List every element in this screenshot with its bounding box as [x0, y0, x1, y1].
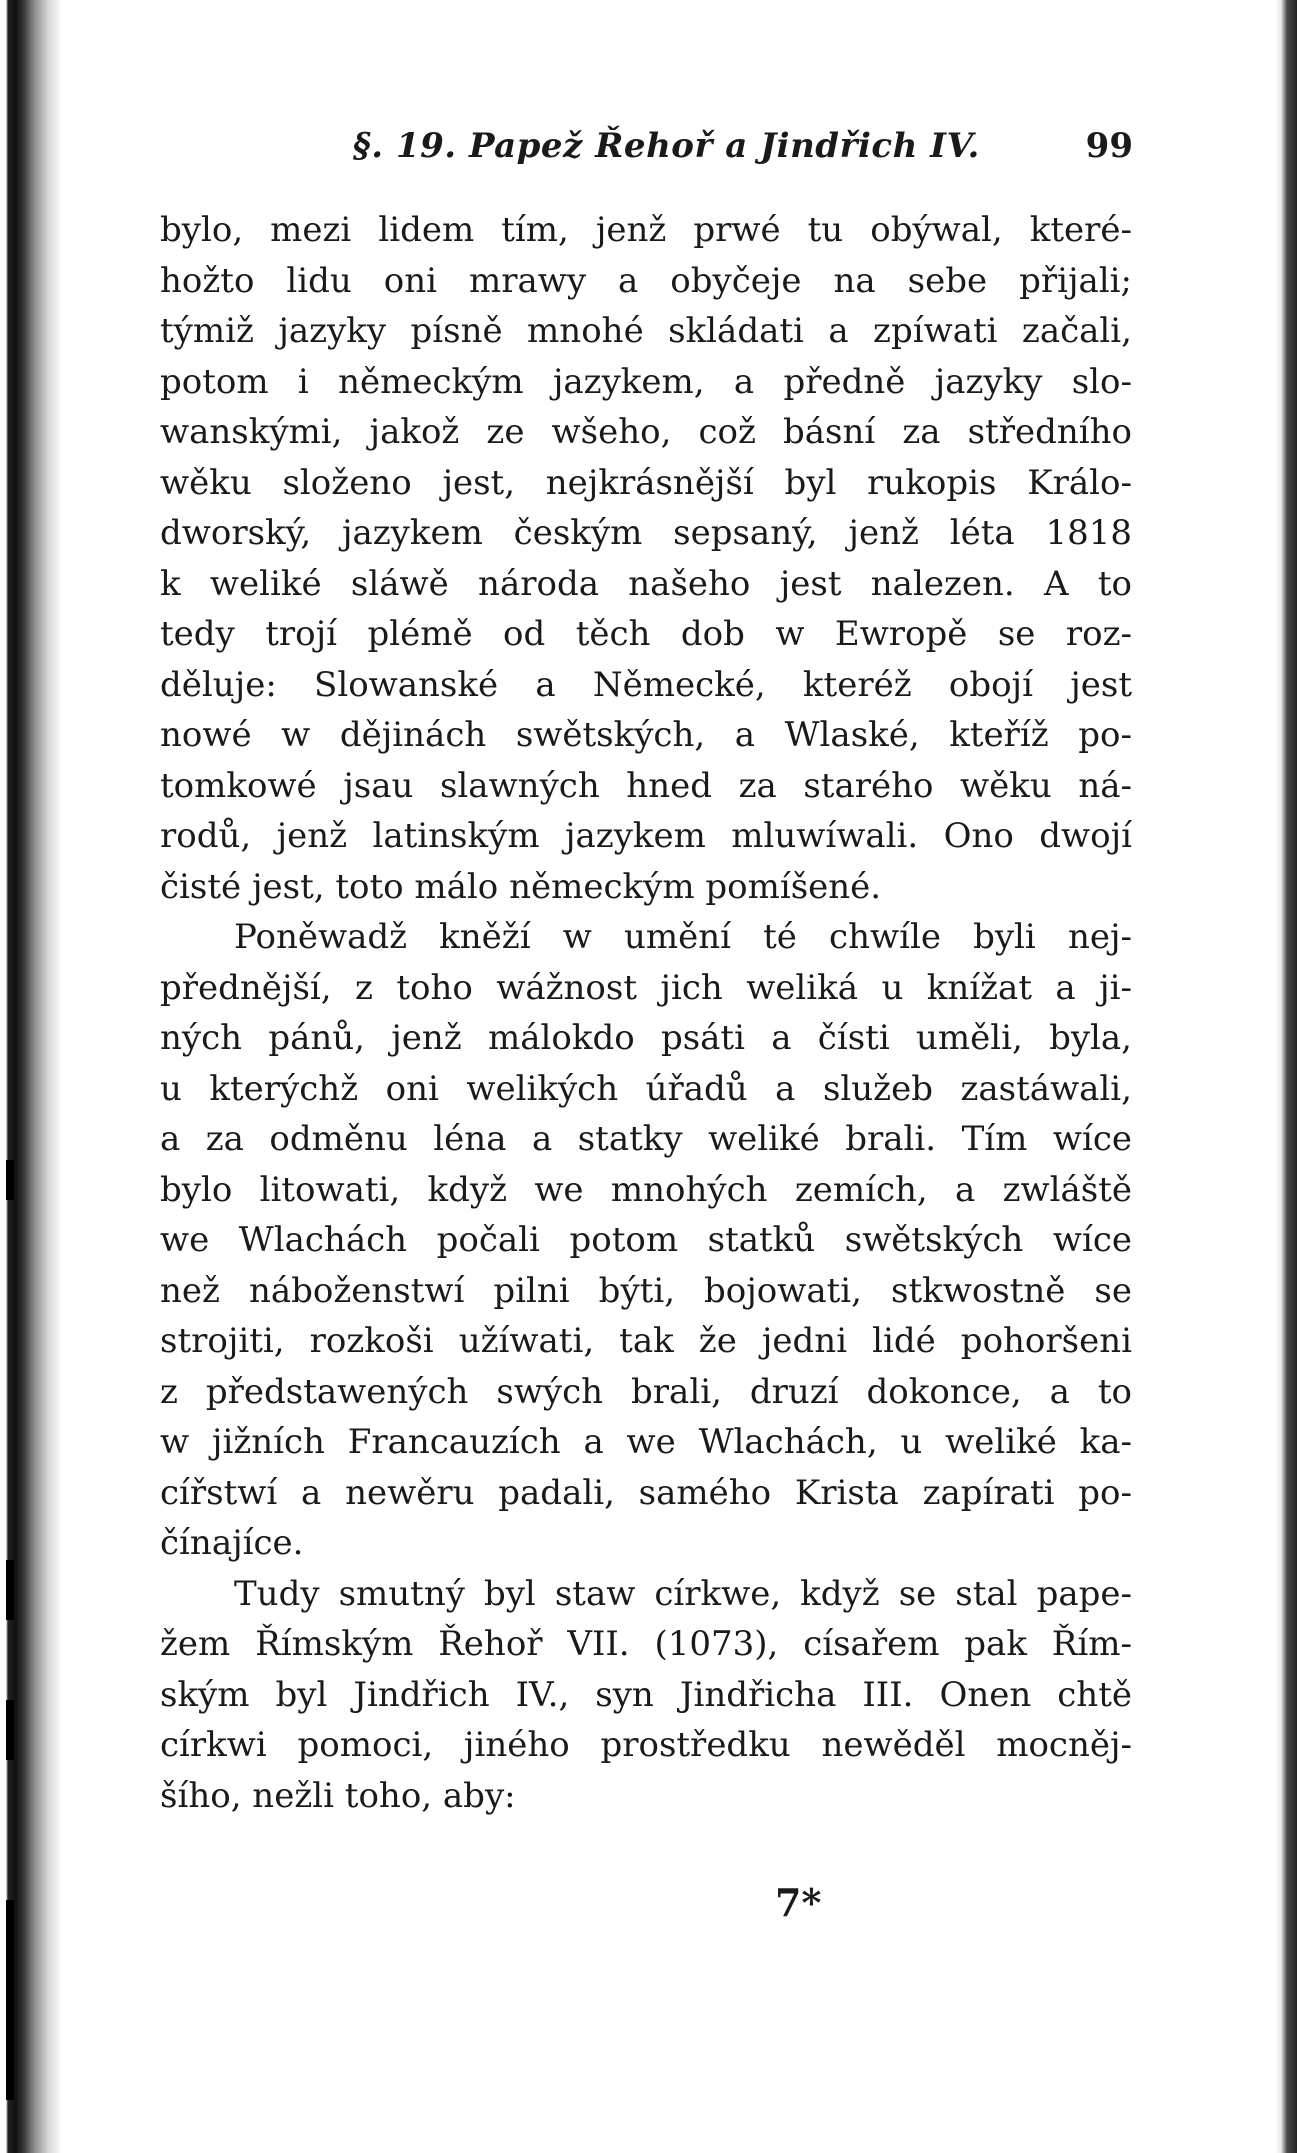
binding-mark: [6, 1160, 14, 1200]
text-line: nowé w dějinách swětských, a Wlaské, kteříž po-: [160, 715, 1132, 755]
text-line: bylo litowati, když we mnohých zemích, a zwláště: [160, 1169, 1132, 1210]
text-line: děluje: Slowanské a Německé, kteréž obojí jest: [160, 664, 1132, 705]
text-line: tomkowé jsau slawných hned za starého wěku ná-: [160, 765, 1132, 806]
text-line: přednější, z toho wážnost jich weliká u knížat a ji-: [160, 967, 1132, 1008]
signature-mark: 7*: [775, 1880, 822, 1925]
text-line: k weliké sláwě národa našeho jest nalezen. A to: [160, 563, 1132, 604]
text-line: žem Římským Řehoř VII. (1073), císařem pak Řím-: [160, 1624, 1132, 1664]
text-line: wanskými, jakož ze wšeho, což básní za středního: [160, 412, 1132, 452]
text-line: u kterýchž oni welikých úřadů a služeb zastáwali,: [160, 1068, 1132, 1109]
paragraph-start-line: Tudy smutný byl staw církwe, když se stal pape-: [234, 1573, 1132, 1614]
paragraph-start-line: Poněwadž kněží w umění té chwíle byli nej-: [234, 917, 1132, 957]
text-line: potom i německým jazykem, a předně jazyky slo-: [160, 361, 1132, 402]
text-line: w jižních Francauzích a we Wlachách, u weliké ka-: [160, 1422, 1132, 1462]
book-binding-shadow: [0, 0, 62, 2153]
text-line: ných pánů, jenž málokdo psáti a čísti uměli, byla,: [160, 1018, 1132, 1058]
text-line: bylo, mezi lidem tím, jenž prwé tu obýwal, které-: [160, 210, 1132, 250]
text-line: cířstwí a newěru padali, samého Krista zapírati po-: [160, 1472, 1132, 1513]
text-line: dworský, jazykem českým sepsaný, jenž léta 1818: [160, 513, 1132, 553]
text-line: we Wlachách počali potom statků swětských wíce: [160, 1220, 1132, 1260]
text-line: čisté jest, toto málo německým pomíšené.: [160, 866, 882, 907]
text-line: hožto lidu oni mrawy a obyčeje na sebe přijali;: [160, 260, 1132, 301]
page-number: 99: [1085, 126, 1133, 166]
binding-mark: [6, 1900, 14, 2100]
text-line: strojiti, rozkoši užíwati, tak že jedni lidé pohoršeni: [160, 1321, 1132, 1361]
binding-mark: [6, 1700, 14, 1760]
binding-mark: [6, 1560, 14, 1620]
running-head: [353, 122, 1133, 172]
running-title: §. 19. Papež Řehoř a Jindřich IV.: [353, 126, 980, 166]
text-line: šího, nežli toho, aby:: [160, 1775, 516, 1816]
text-line: týmiž jazyky písně mnohé skládati a zpíwati začali,: [160, 311, 1132, 351]
text-line: církwi pomoci, jiného prostředku newěděl mocněj-: [160, 1725, 1132, 1765]
text-line: z předstawených swých brali, druzí dokonce, a to: [160, 1371, 1132, 1412]
body-text: [160, 205, 1132, 1821]
text-line: tedy trojí plémě od těch dob w Ewropě se roz-: [160, 614, 1132, 654]
text-line: a za odměnu léna a statky weliké brali. Tím wíce: [160, 1119, 1132, 1159]
text-line: ským byl Jindřich IV., syn Jindřicha III. Onen chtě: [160, 1674, 1132, 1715]
text-line: wěku složeno jest, nejkrásnější byl rukopis Králo-: [160, 462, 1132, 503]
text-line: než náboženstwí pilni býti, bojowati, stkwostně se: [160, 1270, 1132, 1311]
page-edge: [1275, 0, 1297, 2153]
text-line: rodů, jenž latinským jazykem mluwíwali. Ono dwojí: [160, 816, 1132, 856]
text-line: čínajíce.: [160, 1523, 304, 1563]
